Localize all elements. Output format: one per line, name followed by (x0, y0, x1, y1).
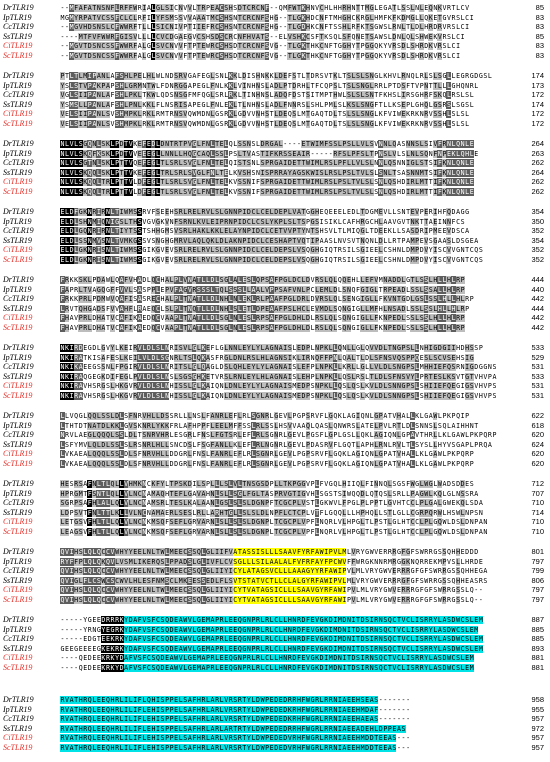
alignment-row (0, 645, 550, 653)
species-label: ScTLR19 (3, 663, 33, 672)
residue-count: 444 (531, 275, 544, 284)
species-label: IpTLR19 (3, 12, 32, 22)
sequence-residues: ----MTFVFWWRFGISVLLLLCVCDGAEGVCSHSDSCRCNFHVATS--ELVSHKCSFTKSQLSFQNETSAWSLDNLQLSHWEKVRSLCI (60, 32, 465, 41)
alignment-row (0, 441, 550, 449)
alignment-row (0, 169, 550, 177)
residue-count: 350 (531, 216, 544, 226)
sequence-residues: LTHTDTNATDLKKLGVSKNRLYKKFRLAFHPPFLEELMFFSSLRLSSLHSVVAAQLQASLQNWRSLATELPVLRTLDLSNNSLSQLAIHHNT (60, 421, 478, 430)
sequence-residues: VELSIIPANLSVSHMPKLRKLRMTRNSVQWMDNLGSRKLGDVVNHSTLDEQSLMTGAQTDLTSLSLSNGLKFVIWEKRKNRVSSHLSLSL (60, 110, 469, 119)
alignment-row (0, 696, 550, 704)
sequence-residues: LEAGSVFHLTLLQLVLNCNKMSQFSEFLGRVARNLSLLSLSLDGNPLTCGCPLVPFLNQRLVLHPGLTLPSTLGLHTCCLPLGQWLDSLDNPAN (60, 528, 487, 536)
sequence-residues: LLVQGLQQLSSLDLSFNRVHLLDSSRLLLNSLFANRLEFLRLSGNRLGEVLPGPSRVFLGQKLAGIQNLGPATVHALLKLGAWLPKPQIP (60, 412, 469, 420)
sequence-residues: FRKKSKLPDAWLQAFVHADLQCHALPLVNATLLDLSGLALESLQPSAFPGLDCLDVRSLQLQQEHLLEFVMNADDLGTLSSLHLLHLRP (60, 276, 465, 284)
species-label: CcTLR19 (3, 362, 34, 372)
residue-count: 620 (531, 430, 544, 440)
species-label: ScTLR19 (3, 51, 33, 60)
alignment-row (0, 558, 550, 566)
species-label: DrTLR19 (3, 479, 34, 488)
sequence-residues: FAPRLTVAGQGFFVVLSASPPLEPVFAGVRSSSLTQLSSSLLAALVPPSAFVNLPCLEMLDLSNQFGIGLTRPEADLSSLSSALLHLRP (60, 285, 465, 294)
alignment-row (0, 548, 550, 556)
alignment-row (0, 715, 550, 723)
sequence-residues: LRVTQHGADSFVVAHFLRAEQCLSLPLTNQTLLDLNHLSLETLDPEAAFPSLHCLEVMDLSQNGIGLLMFHLNSADLSSLSSLHLLHLRP (60, 304, 469, 313)
sequence-residues: ELDLSHNMIQNIGSLTHSVGVGKVNFSRNLKVLEIPRNPIDCLCSLYKPLSLTSPGSISIKLCAFHRGCHLAAVGVTNKTTAEINNFCS (60, 217, 465, 226)
sequence-residues: NKIRATKISAFESLKEILVLDLSGNRLTSLQKASFRGLDNLRSLHLAGNSIKLIRNQFFPNLQALTLDLSFNSVQSPPQESLSCVSEHSIG (60, 353, 474, 362)
residue-count: 972 (531, 723, 544, 733)
sequence-residues: HPRGMTFSNTLQLLVLNCNAMAQHTEFLGAVAHNLSLLSGLFGLTASPRVGTIGVHLSGSTSIWQQDLQTQSLSRLLPAGWLKQLGLNSSRA (60, 489, 478, 498)
sequence-residues: FHAVPRLDHATVCAFIKAEDQCVAAPLTNATLLDLSGLNLESLRPSAFPGLDHLDLRSLQLSQNGIGLLFKNPEDLSSLSSLHLLHLRP (60, 314, 465, 323)
alignment-block (0, 696, 550, 754)
species-label: CcTLR19 (3, 430, 34, 440)
alignment-row (0, 616, 550, 624)
species-label: SsTLR19 (3, 575, 32, 585)
alignment-row (0, 150, 550, 158)
residue-count: 444 (531, 303, 544, 313)
residue-count: 806 (531, 575, 544, 585)
residue-count: 620 (531, 459, 544, 468)
species-label: CcTLR19 (3, 566, 34, 576)
residue-count: 442 (531, 323, 544, 332)
alignment-block (0, 72, 550, 130)
alignment-block (0, 276, 550, 334)
species-label: IpTLR19 (3, 556, 32, 566)
alignment-block (0, 480, 550, 538)
species-label: ScTLR19 (3, 459, 33, 468)
residue-count: 172 (531, 119, 544, 128)
species-label: CcTLR19 (3, 158, 34, 168)
alignment-row (0, 140, 550, 148)
sequence-residues: LSFYMVLQLDLSSLSLRSNRLHLLSNCDSLFSGFANLLKLEFLRLNGNRLGEVLPDASRVFLGQTLAPHLRNLRVLTLSYSLLHYVSGAPLPRQA (60, 440, 492, 449)
sequence-residues: -----YRNGYEGRKYDAFVSFCSQDEAWVLGEMAPRLEEQGNPRLRLCLHNRDFEVGKDIMDNITDSIRNSQCTVCLISRRYLASDWCSLEM (60, 625, 478, 634)
alignment-row (0, 305, 550, 313)
species-label: CiTLR19 (3, 517, 33, 527)
species-label: CcTLR19 (3, 294, 34, 304)
alignment-row (0, 178, 550, 186)
sequence-residues: YSMSLLPANLAFSHLPNLKKLFLNSRISAPEGLFNLEKLTLNHNSLADLFNNRSLSHLPMLSLKSLSNGFTLLKSEPLGHQLGSRSLSGSL (60, 100, 474, 109)
alignment-block (0, 140, 550, 198)
species-label: CiTLR19 (3, 733, 33, 743)
alignment-row (0, 422, 550, 430)
residue-count: 955 (531, 704, 544, 714)
residue-count: 83 (535, 41, 544, 51)
alignment-block (0, 548, 550, 606)
residue-count: 354 (531, 207, 544, 216)
alignment-row (0, 276, 550, 284)
species-label: ScTLR19 (3, 187, 33, 196)
sequence-residues: QVIHSLQLQCCVWHYYEELNLTWLMEECSSQLGLIIYICYLATAGSVCLLLAAAGYYRFAWIPVLMLVRYGWVERRRGFGFSWRRGSSQHHEGA (60, 567, 487, 576)
sequence-residues: RVATHRQLEEQHRLILIFLEHISPPELSAFHRLARLVRSRTYLDWPEDEDVRHFWGRLRRNIAEEHMDDTEEAS--- (60, 744, 410, 752)
alignment-row (0, 354, 550, 362)
alignment-row (0, 188, 550, 196)
sequence-residues: RVATHRQLEEQHRLILIFLEHISPPELSAFHRLARLARTRTYLDWPEDEDRRHFWGRLRRNIAEEADEHLDPPEAS (60, 724, 406, 733)
alignment-row (0, 286, 550, 294)
sequence-residues: PTLTLMIPANLAFSHLPELHLWLNDSRVGAFEGLSNLKKLDISHNKKLDEFSTLTDRSVTKLTSLSLSNGLKHVLRNQLRLSLSGLLEGRGDGSL (60, 72, 492, 80)
alignment-row (0, 101, 550, 109)
sequence-residues: SGRPSAFHLALLQLVLNCNAMSRLTESLKALAANLGSLSLSLDGNPFTCGCPLVSTLGKWVLFPGLPLPPTLGVHTCCLPLGALGWEKQLSDA (60, 499, 483, 508)
species-label: ScTLR19 (3, 255, 33, 264)
species-label: SsTLR19 (3, 31, 32, 41)
alignment-row (0, 23, 550, 31)
alignment-block (0, 344, 550, 402)
species-label: CiTLR19 (3, 381, 33, 391)
alignment-block (0, 412, 550, 470)
species-label: ScTLR19 (3, 391, 33, 400)
species-label: DrTLR19 (3, 71, 34, 80)
sequence-residues: VELSIIPANLSVSHMPKLRKLRMTRNSVQWMDNLGSRKLGDVVNHSTLDEQSLMTGAQTDLTSLSLSNGLKFVIWEKRKNRVSSHLSLSL (60, 120, 469, 128)
alignment-row (0, 664, 550, 672)
alignment-row (0, 586, 550, 594)
sequence-residues: YSLSTVPAKPAPSHLGRMNTWLFDNRGGAPEGLFNLKKLVINHNSLADLPTDRHLTFCQPSLTSLSNGLRRLPTDSFTVPNTTLLLGHQNRL (60, 81, 478, 90)
species-label: IpTLR19 (3, 420, 32, 430)
alignment-row (0, 42, 550, 50)
alignment-row (0, 431, 550, 439)
sequence-residues: VGLSIIPANLAFSHLPKLTKWLQDSNSGFMFQGLSRLRKLTINHNSLADQFDSTSITMPTHWLSLSLSNTFKHSLIRSGHRFSKQLRSLSL (60, 91, 474, 100)
alignment-row (0, 363, 550, 371)
alignment-row (0, 744, 550, 752)
alignment-row (0, 734, 550, 742)
sequence-residues: --MGVTDSNCSSFWWRFALGLSVCNVVFTPTEWRCSHSDTCRCNFSVG--TLGKTHKCNFTGGHYTPGGQKYVRSDLSHRDKVRSLCI (60, 42, 460, 51)
alignment-row (0, 295, 550, 303)
sequence-residues: QVIHSLQLQCCVWHYYEELNLTWLMEECSSQLGLIIFVATASSISLLLSAAVFYRFAWIPVLMLVRYGWVERRRGFGFSWRRGSSQHHEDDD (60, 548, 478, 556)
species-label: CiTLR19 (3, 653, 33, 663)
residue-count: 262 (531, 177, 544, 187)
residue-count: 442 (531, 294, 544, 304)
sequence-residues: LVKAEALQQQLSSLDLSFNRVHLLDDGRLFNSLFANRLEFLRLSGNRLGEVLPGPSRVFLGQKLAGIQNLGPATVHALLKLGAWLPKPQRP (60, 450, 474, 459)
alignment-row (0, 518, 550, 526)
species-label: CiTLR19 (3, 177, 33, 187)
sequence-residues: FRKKPRLPDMWVQAFISASRECHALPLTNATLLDLNHLNLEKLRLPAAFPGLDRLDVRSLQLSENGIGLLFKVNTGDLGSLSSLHLLHLRP (60, 295, 474, 304)
residue-count: 531 (531, 391, 544, 400)
species-label: IpTLR19 (3, 148, 32, 158)
alignment-block (0, 616, 550, 674)
sequence-residues: NLVLSKQQLTRLPTTVLDFEGLTLSRLSVGLFNLTELKVSSNIFSPRGAIDETTWIMLRSLPSLTVLSLSNLQSHDIRLMTTIFKNLQNLE (60, 188, 474, 196)
species-label: CcTLR19 (3, 498, 34, 508)
species-label: ScTLR19 (3, 119, 33, 128)
residue-count: 618 (531, 420, 544, 430)
species-label: DrTLR19 (3, 343, 34, 352)
alignment-row (0, 208, 550, 216)
residue-count: 710 (531, 517, 544, 527)
alignment-row (0, 246, 550, 254)
species-label: DrTLR19 (3, 411, 34, 420)
alignment-row (0, 373, 550, 381)
species-label: IpTLR19 (3, 216, 32, 226)
species-label: DrTLR19 (3, 3, 34, 12)
residue-count: 352 (531, 255, 544, 264)
residue-count: 624 (531, 439, 544, 449)
sequence-residues: --MGVHDSNSLCFWWRFTLLLSICNIVPTIIEFRCSHSNTCRCNFSHG--TLGDHKCNFTSSHLRFKTSGWSLRNLTLDLHRDRVRSLCI (60, 23, 469, 32)
species-label: IpTLR19 (3, 80, 32, 90)
species-label: SsTLR19 (3, 167, 32, 177)
species-label: CcTLR19 (3, 22, 34, 32)
species-label: IpTLR19 (3, 488, 32, 498)
alignment-row (0, 626, 550, 634)
species-label: SsTLR19 (3, 235, 32, 245)
residue-count: 893 (531, 643, 544, 653)
residue-count: 533 (531, 371, 544, 381)
sequence-residues: FHAVPRLDHATVCAFIKAEDQCVAAPLTNATLLDLSGLNLESLRPSAFPGLDHLDLRSLQLSQNGIGLLFKNPEDLSSLSSLHLLHLRP (60, 324, 465, 332)
species-label: CiTLR19 (3, 313, 33, 323)
alignment-row (0, 324, 550, 332)
species-label: CiTLR19 (3, 41, 33, 51)
species-label: DrTLR19 (3, 547, 34, 556)
sequence-residues: NLVLSKQQLTRLPTTVLDFEGLTLSRLSVGLFNLTELKVSSNIFSPRGAIDETTWIMLRSLPSLTVLSLSNLQSHDIRLMTTIFKNLQNLE (60, 178, 474, 187)
alignment-row (0, 4, 550, 12)
sequence-residues: QVIHSLQLQCCVWHYYEELNLTWLMEECSSQLGLIIYICYTVATAGSICLLLSAAVGYRFAWIPVLMLVRYGWVERRRGFGFSWRRGSSLQ-- (60, 586, 483, 595)
residue-count: 957 (531, 743, 544, 752)
residue-count: 529 (531, 352, 544, 362)
residue-count: 174 (531, 99, 544, 109)
species-label: DrTLR19 (3, 695, 34, 704)
species-label: DrTLR19 (3, 615, 34, 624)
alignment-row (0, 159, 550, 167)
sequence-residues: LVKAEALQQQLSSLDLSFNRVHLLDDGRLFNSLFANRLEFLRLSGNRLGEVLPGPSRVFLGQKLAGIQNLGPATVHALLKLGAWLPKPQRP (60, 460, 474, 468)
sequence-residues: NKIRAQGEGKDIFEGLPVLDLSLNSLSGSGHKETVRSLRNLEYLHLAGNAISLEHPLNPKLLQSLRSLTLDLSFNSVYLPRTESLKSVTGTVHVPA (60, 372, 496, 381)
sequence-residues: HESRSAFNLTLQLLVHMKNCKFYLTPSKDILSPLLLSLVLTNSGSDPLLTKPGGVPLFVGQLHIIQLFINNQLSGSFWGLWGLWADSDDES (60, 480, 474, 488)
sequence-residues: ELDLGQNRIRNLTIYTSSTSHHGMSVSRLHAKLKKLELAYNPIDCLCETVVPTYNTSHSVLTLMIQGLTDEEKLLSASDRIPMEEVDSCA (60, 227, 469, 236)
residue-count: 620 (531, 449, 544, 459)
alignment-row (0, 725, 550, 733)
residue-count: 710 (531, 527, 544, 536)
species-label: SsTLR19 (3, 507, 32, 517)
residue-count: 173 (531, 80, 544, 90)
residue-count: 174 (531, 71, 544, 80)
alignment-row (0, 460, 550, 468)
sequence-residues: NKIRAVHSRGSLHKGVRVLDLSLNHISSLGLKAIQNLDNLEYLYLAGNAISMEDPSNPKLLQSLQSLKVLDLSNNGPSLSHIIEFQEGIGSVHVPS (60, 382, 496, 391)
residue-count: 887 (531, 615, 544, 624)
residue-count: 263 (531, 148, 544, 158)
residue-count: 885 (531, 634, 544, 644)
residue-count: 83 (535, 12, 544, 22)
residue-count: 531 (531, 381, 544, 391)
sequence-residues: NLVLSKQFKSKLPDTVVEEEGLLNNLLHQGCAQLSSLPSLTVASTIFKRSSEAIR-----RFSLPFSLTPNSLVLSLNLSQNFNPEKLQHLE (60, 149, 478, 158)
sequence-residues: ELDLSSNMVSNLTVMKGSSVSNGHGMRVLAQLQKLDLAKNPIDCLCESHAPTVQTIPAASLNVSVTNQNLDLLRTPAMPEVSGAASLDSGEA (60, 236, 478, 245)
alignment-row (0, 72, 550, 80)
residue-count: 957 (531, 714, 544, 724)
residue-count: 801 (531, 547, 544, 556)
residue-count: 262 (531, 187, 544, 196)
residue-count: 85 (535, 31, 544, 41)
alignment-row (0, 654, 550, 662)
residue-count: 797 (531, 595, 544, 604)
residue-count: 262 (531, 158, 544, 168)
alignment-row (0, 218, 550, 226)
alignment-row (0, 14, 550, 22)
species-label: IpTLR19 (3, 352, 32, 362)
alignment-row (0, 237, 550, 245)
sequence-residues: ELDLGKNRISNLTIWMSSGIKGVEVSRLRELRVLSLGNNPIDCLCELDEPSLVSQGHGIQTRSILSGIEELCSHNLDMPDVYISCVVGNTCQS (60, 256, 483, 264)
residue-count: 957 (531, 733, 544, 743)
residue-count: 712 (531, 479, 544, 488)
alignment-row (0, 509, 550, 517)
species-label: DrTLR19 (3, 207, 34, 216)
species-label: CiTLR19 (3, 109, 33, 119)
sequence-residues: ----QEDEEKRKYDAFVSFCSQDEAWVLGEMAPRLEEQGNPRLRLCLLHNRDFEVGKDIMDNITDSIRNSQCTVCLISRRYLASDWCSLEM (60, 664, 474, 672)
sequence-residues: LETGSVFHLTLLQLVLNCNKMSQFSEFLGRVARNLSLLSLSLDGNPLTCGCPLVPFLNQRLVLHPGLTLPSTLGLHTCCLPLGQWLDSLDNPAN (60, 518, 487, 527)
sequence-residues: MGMYRPATVCSSFCLCLRFILYFSMSSVVAAATMCSHSNTCRCNFSHG--TLGKHDCNFTMHGHCKRGLHMFKFKDMGLLQKETGVRSLCI (60, 13, 474, 22)
species-label: CcTLR19 (3, 634, 34, 644)
species-label: IpTLR19 (3, 284, 32, 294)
alignment-row (0, 120, 550, 128)
alignment-row (0, 577, 550, 585)
alignment-row (0, 567, 550, 575)
sequence-residues: ELDLGKNRISNLTIWMSSGIKGVEVSRLRELRVLSLGNNPIDCLCELDEPSLVSQGHGIQTRSILSGIEELCSHNLDMPDVYISCVVGNTCQS (60, 246, 483, 255)
species-label: DrTLR19 (3, 275, 34, 284)
sequence-residues: NLVLSGTNLSKLPTTVQEFEGLTLSRLSVGLFNLTELQISTSNLSPRGAIDETTWIMLRSLPFLLVLSLNNLQSNNIGLSTSIFKNLQNLE (60, 159, 474, 168)
species-label: ScTLR19 (3, 743, 33, 752)
sequence-residues: NKIRDEGDLGVYLKEIRVLDLSLNRISVLGLKEFLGLNNLEYLYLAGNAISLEDPLNPKLLQNLLGLQVVDLTNGPSLLNHIGDGIIHDHSSP (60, 344, 483, 352)
alignment-row (0, 256, 550, 264)
residue-count: 264 (531, 167, 544, 177)
alignment-row (0, 528, 550, 536)
sequence-residues: NRVLAEGLQQQLSSLDLTSNRVHRLESGRLFNSLFGTSRLEFLRLSGNRLGEVLPGSFLGPLGSLLQKLAGIQNLGPAVTHRLLKLGAWLPKPQRP (60, 431, 496, 440)
residue-count: 442 (531, 313, 544, 323)
residue-count: 958 (531, 695, 544, 704)
alignment-row (0, 33, 550, 41)
sequence-residues: NLVLSGQNLSKLPDTVKEFEDLDNTRTPVGLFNLTELQLSSNSLDRGAL----ETWIMFSSLPSLLVLSVNNLQASNNSLSIVFRNLQNLE (60, 140, 474, 148)
residue-count: 83 (535, 22, 544, 32)
species-label: IpTLR19 (3, 704, 32, 714)
species-label: SsTLR19 (3, 643, 32, 653)
sequence-residues: ELDFGKNRIRNLTIWMSSRVFSEEHSRLRELRVLSLGNNPIDCLCELDEPLVATGGHEQEEELEDLTDGMEVLLSNTEVPERIHFQDAGG (60, 208, 469, 216)
species-label: SsTLR19 (3, 371, 32, 381)
species-label: ScTLR19 (3, 323, 33, 332)
residue-count: 797 (531, 585, 544, 595)
alignment-row (0, 110, 550, 118)
alignment-row (0, 480, 550, 488)
alignment-block (0, 208, 550, 266)
alignment-row (0, 52, 550, 60)
species-label: DrTLR19 (3, 139, 34, 148)
residue-count: 172 (531, 90, 544, 100)
residue-count: 881 (531, 663, 544, 672)
species-label: CcTLR19 (3, 226, 34, 236)
alignment-row (0, 344, 550, 352)
species-label: CiTLR19 (3, 245, 33, 255)
sequence-residues: --MFAFATNSNFLRFFWRIALGLSICNVVLTRPEACSHSDTCRCNF--QMFWTKHNVCHLHHRHNTTMGLEGATLSSLNLEQNKVRTLCV (60, 4, 469, 12)
residue-count: 799 (531, 566, 544, 576)
sequence-residues: RYFFPLQLQKQVLVSMLIKERQSLPPADSLGLIVFLCVSGLLLSILAALALFVFRFAYFPCWVFFWRGKNNRMRGGKNQRREKMPVSLLHRDE (60, 557, 483, 566)
residue-count: 531 (531, 362, 544, 372)
residue-count: 622 (531, 411, 544, 420)
alignment-row (0, 450, 550, 458)
alignment-row (0, 596, 550, 604)
sequence-residues: NKIRAVHSRGSLHKGVRVLDLSLNHISSLGLKAIQNLDNLEYLYLAGNAISMEDPSNPKLLQSLQSLKVLDLSNNGPSLSHIIEFQEGIGSVHVPS (60, 392, 496, 400)
alignment-row (0, 412, 550, 420)
residue-count: 172 (531, 109, 544, 119)
sequence-residues: RVATHRQLEEQHRLILIFLQHISPPELSAFHRLARLVRSRTYLDWPEDEDRRHFWGRLRRNIAEEHSEAS------- (60, 696, 410, 704)
species-label: CiTLR19 (3, 585, 33, 595)
species-label: SsTLR19 (3, 723, 32, 733)
alignment-row (0, 635, 550, 643)
sequence-residues: --MGVTDSNCSSFWWRFALGLSVCNVVFTPTEWRCSHSDTCRCNFSVG--TLGKTHKCNFTGGHYTPGGQKYVRSDLSHRDKVRSLCI (60, 52, 460, 60)
species-label: CiTLR19 (3, 449, 33, 459)
residue-count: 85 (535, 3, 544, 12)
alignment-row (0, 82, 550, 90)
alignment-row (0, 490, 550, 498)
sequence-residues: -----EDGTEEKRKYDAFVSFCSQDEAWVLGEMAPRLEEQGNPRLRLCLLHNRDFEVGKDIMDNITDSIRNSQCTVCLISRRYLASDWCSLEM (60, 635, 483, 644)
sequence-residues: LDPSVTFNLTTLKLLVLNCNAMAERLSESLRLLARHTGLLSLSLDLNPFLCTCPLVTFLGQQLLLHPHQLLSTLGLLCGRPQRWLHSWLNPSN (60, 508, 483, 517)
residue-count: 352 (531, 226, 544, 236)
alignment-row (0, 499, 550, 507)
residue-count: 881 (531, 653, 544, 663)
sequence-residues: QVIHSLQLQCCVWHYYEELNLTWLMEECSSQLGLIIYICYTVATAGSICLLLSAAVGYRFAWIPVLMLVRYGWVERRRGFGFSWRRGSSLQ-- (60, 596, 483, 604)
alignment-row (0, 314, 550, 322)
species-label: SsTLR19 (3, 99, 32, 109)
residue-count: 354 (531, 235, 544, 245)
species-label: SsTLR19 (3, 439, 32, 449)
species-label: ScTLR19 (3, 527, 33, 536)
species-label: IpTLR19 (3, 624, 32, 634)
sequence-residues: RVATHRQLEEQHRLILIFLEHISPPELSAFHRLARLVRSRTYLDWPEDEDKRHFWGRLRRNIAEEHAEAS------- (60, 715, 410, 724)
sequence-residues: QVIGLFLCSWCSCWVLHLESFNMSCLMKEESSEDLFLSVTSTATVCTLLCLALGYRFAWIPVLMLVRYGWVERRRGFGFSWRRGSSQHHEASRS (60, 576, 487, 585)
species-label: ScTLR19 (3, 595, 33, 604)
residue-count: 352 (531, 245, 544, 255)
sequence-residues: RVATHRQLEEQHRLILIFLEHISPPELSAFHRLARLVRSRTYLDWPEDEDKRHFWGRLRRNIAEEHMDAF------- (60, 705, 410, 714)
residue-count: 797 (531, 556, 544, 566)
residue-count: 440 (531, 284, 544, 294)
sequence-residues: NLVLSKQQLSKLPTTVKEFEGLTRLSRLSVGLFNLTELKVSHSNISPRRAYAGSKWISLRSLPSLTVLSLSNLTSASNNMTSIFKNLQNLE (60, 168, 474, 177)
sequence-residues: RVATHRQLEEQHRLILIFLEHISPPELSAFHRLARLVRSRTYLDWPEDEDVRHFWGRLRRNIAEEHMDDTEEAS--- (60, 734, 410, 743)
residue-count: 885 (531, 624, 544, 634)
species-label: SsTLR19 (3, 303, 32, 313)
alignment-row (0, 392, 550, 400)
alignment-row (0, 382, 550, 390)
residue-count: 83 (535, 51, 544, 60)
sequence-residues: -----YGEEDRRRKYDAFVSFCSQDEAWVLGEMAPRLEEQGNPRLRLCLLHNRDFEVGKDIMDNITDSIRNSQCTVCLISRRYLASDWCSLEM (60, 616, 483, 624)
species-label: CcTLR19 (3, 714, 34, 724)
residue-count: 714 (531, 507, 544, 517)
species-label: CcTLR19 (3, 90, 34, 100)
alignment-row (0, 227, 550, 235)
alignment-block (0, 4, 550, 62)
sequence-residues: ----QEDEEKRKYDAFVSFCSQDEAWVLGEMAPRLEEQGNPRLRLCLLHNRDFEVGKDIMDNITDSIRNSQCTVCLISRRYLASDWCSLEM (60, 654, 474, 663)
alignment-row (0, 91, 550, 99)
residue-count: 710 (531, 498, 544, 508)
sequence-residues: GEEGEEEEGKEKRKYDAFVSFCSQDEAWVLGEMAPRLEEQGNPRLRLCLLHNRDFEVGKDIMDNITDSIRNSQCTVCLISRRYLASDWCSLEM (60, 644, 483, 653)
alignment-row (0, 706, 550, 714)
sequence-residues: NKIKAEEGSSNLFPGIRVLDLSLNRITSLGLQAGLDSLQHLEYLYLAGNAISLEFPLNPKLLKRLLGLLVLDLSNGPSLMHHIEFQSRNIGDGGNS (60, 363, 496, 372)
residue-count: 533 (531, 343, 544, 352)
residue-count: 707 (531, 488, 544, 498)
residue-count: 264 (531, 139, 544, 148)
